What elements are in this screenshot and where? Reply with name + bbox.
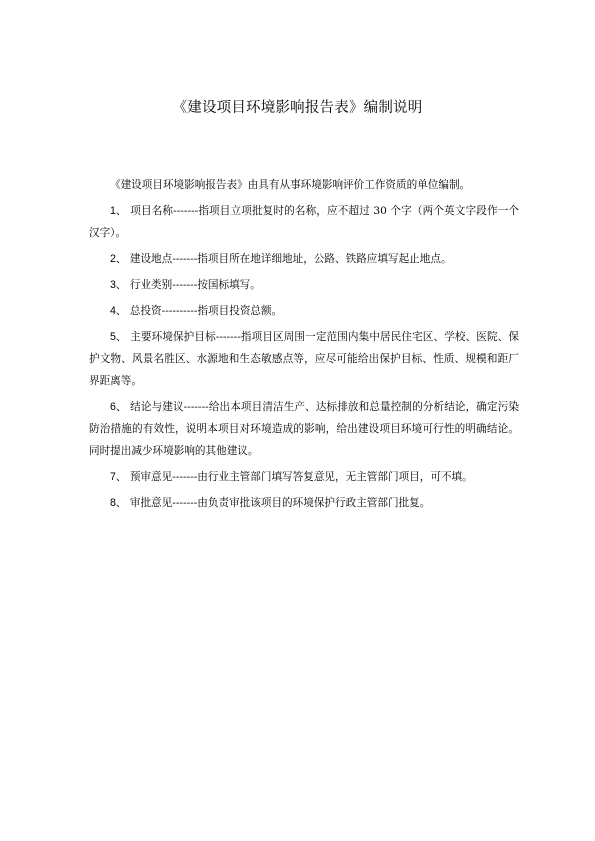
item-number: 7、 — [110, 471, 127, 483]
list-item-4 — [89, 300, 519, 322]
list-item-2 — [89, 248, 519, 270]
intro-paragraph: 《建设项目环境影响报告表》由具有从事环境影响评价工作资质的单位编制。 — [110, 179, 471, 191]
item-text: 主要环境保护目标-------指项目区周围一定范围内集中居民住宅区、学校、医院、保护文物、风景名胜区、水源地和生态敏感点等，应尽可能给出保护目标、性质、规模和距厂界距离等。 — [89, 331, 519, 387]
item-number: 2、 — [110, 253, 127, 265]
item-number: 4、 — [110, 305, 127, 317]
item-text: 建设地点-------指项目所在地详细地址，公路、铁路应填写起止地点。 — [126, 253, 452, 265]
item-text: 预审意见-------由行业主管部门填写答复意见，无主管部门项目，可不填。 — [126, 471, 473, 483]
list-item-8 — [89, 492, 519, 514]
item-text: 审批意见-------由负责审批该项目的环境保护行政主管部门批复。 — [126, 497, 431, 509]
item-number: 8、 — [110, 497, 127, 509]
item-text: 总投资----------指项目投资总额。 — [126, 305, 283, 317]
item-text: 行业类别-------按国标填写。 — [126, 279, 261, 291]
page-title: 《建设项目环境影响报告表》编制说明 — [172, 100, 423, 116]
item-number: 6、 — [110, 401, 127, 413]
item-text: 项目名称-------指项目立项批复时的名称，应不超过 30 个字（两个英文字段作一个汉字）。 — [89, 205, 519, 239]
list-item-6 — [89, 396, 519, 462]
document-body — [89, 174, 519, 518]
item-number: 5、 — [110, 331, 127, 343]
list-item-1 — [89, 200, 519, 244]
item-number: 3、 — [110, 279, 127, 291]
list-item-5 — [89, 326, 519, 392]
item-text: 结论与建议-------给出本项目清洁生产、达标排放和总量控制的分析结论，确定污染防治措施的有效性，说明本项目对环境造成的影响，给出建设项目环境可行性的明确结论。同时提出减少环境影响的其他建议。 — [89, 401, 519, 457]
list-item-7 — [89, 466, 519, 488]
list-item-3 — [89, 274, 519, 296]
item-number: 1、 — [110, 205, 127, 217]
